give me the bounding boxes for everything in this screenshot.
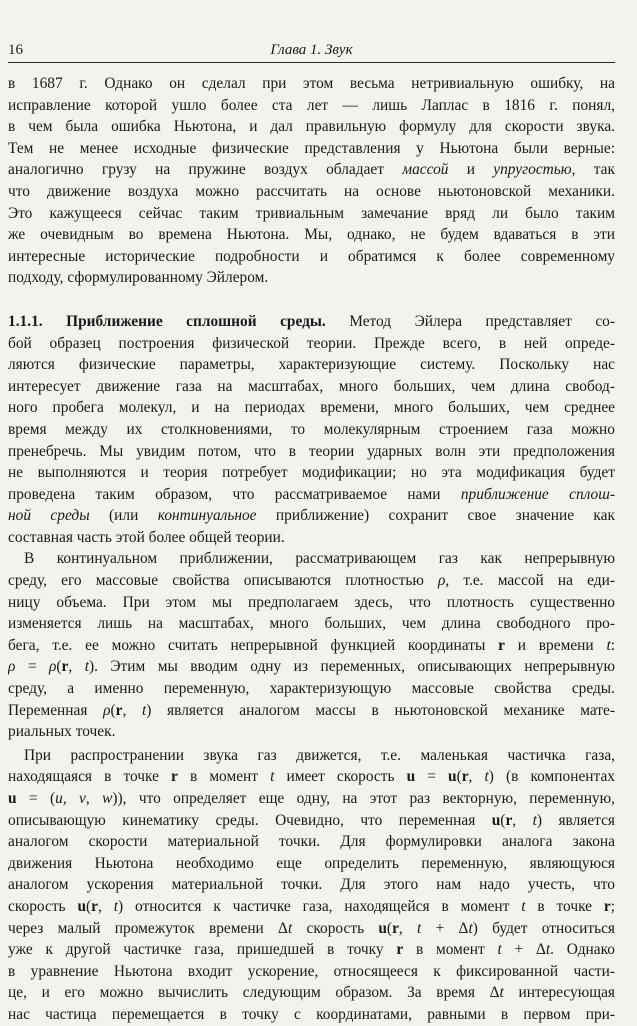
text-run: нас частица перемещается в точку с координатами, равными в первом при- xyxy=(8,1005,615,1023)
text-run: в уравнение Ньютона входит ускорение, относящееся к фиксированной части- xyxy=(8,962,615,980)
bold-text: r xyxy=(603,897,611,915)
text-run: , xyxy=(398,919,418,937)
text-run: же очевидным во времена Ньютона. Мы, однако, не будем вдаваться в эти xyxy=(8,226,615,244)
text-run: пренебречь. Мы увидим потом, что в теории ударных волн эти предположения xyxy=(8,442,615,460)
text-run: в чем была ошибка Ньютона, и дал правильную формулу для скорости звука. xyxy=(8,118,615,136)
text-line xyxy=(8,1004,615,1026)
bold-text: u xyxy=(8,790,17,807)
section-spacer xyxy=(8,289,615,311)
text-run: интересует движение газа на масштабах, много больших, чем длина свобод- xyxy=(8,377,615,395)
italic-text: ρ xyxy=(438,572,446,590)
text-line xyxy=(8,982,615,1004)
italic-text: t xyxy=(499,984,504,1002)
text-line xyxy=(8,376,615,398)
text-run: уже к другой частичке газа, пришедшей в точку xyxy=(8,941,397,959)
text-line xyxy=(8,592,615,614)
text-run: находящаяся в точке xyxy=(8,768,172,786)
italic-text: t xyxy=(417,919,422,937)
text-line xyxy=(8,138,615,160)
text-line xyxy=(8,613,615,635)
bold-text: u xyxy=(406,768,416,786)
text-run: среду, а именно переменную, характеризующую массовые свойства среды. xyxy=(8,680,615,698)
bold-text: r xyxy=(61,658,69,676)
text-run: в точке xyxy=(525,897,604,915)
text-line xyxy=(8,939,615,961)
bold-text: u xyxy=(77,897,87,915)
text-run: Переменная xyxy=(8,701,104,719)
text-run: Это кажущееся сейчас таким тривиальным замечание вряд ли было таким xyxy=(8,204,615,222)
text-run: ного пробега молекул, и на периодах времени, много больших, чем среднее xyxy=(8,399,615,417)
text-run: ( xyxy=(56,658,62,676)
text-run: , xyxy=(98,897,114,915)
text-line xyxy=(8,570,615,592)
text-run: ). Этим мы вводим одну из переменных, описывающих непрерывную xyxy=(88,658,615,676)
bold-text: r xyxy=(392,919,399,937)
italic-text: t xyxy=(606,636,611,654)
text-line xyxy=(8,961,615,983)
text-run: , т.е. массой на еди- xyxy=(445,572,615,590)
text-run: ( xyxy=(386,919,393,937)
text-line xyxy=(8,116,615,138)
text-line xyxy=(8,484,615,506)
bold-text: r xyxy=(396,941,404,959)
text-run: бой образец построения физической теории. Прежде всего, в ней опреде- xyxy=(8,334,615,352)
text-line xyxy=(8,203,615,225)
text-line xyxy=(8,505,615,527)
italic-text: t xyxy=(545,941,551,959)
text-run: ляются физические параметры, характеризующие систему. Поскольку нас xyxy=(8,356,615,374)
text-run: , xyxy=(68,658,85,676)
italic-text: ρ xyxy=(8,658,16,676)
text-run: в 1687 г. Однако он сделал при этом весьма нетривиальную ошибку, на xyxy=(8,75,615,92)
text-run: = xyxy=(15,658,49,676)
text-line xyxy=(8,656,615,678)
italic-text: ρ xyxy=(49,658,57,676)
italic-text: упругостью xyxy=(493,161,572,179)
text-line xyxy=(8,462,615,484)
italic-text: ρ xyxy=(103,701,111,719)
text-run: Тем не менее исходные физические представления у Ньютона были верные: xyxy=(8,139,615,157)
text-line xyxy=(8,721,615,743)
text-run: среду, его массовые свойства описываются плотностью xyxy=(8,572,439,590)
text-run: бега, т.е. ее можно считать непрерывной функцией координаты xyxy=(8,636,499,654)
page-body xyxy=(8,73,615,1026)
italic-text: приближение сплош- xyxy=(460,485,615,503)
text-run: что движение воздуха можно рассчитать на основе ньютоновской механики. xyxy=(8,182,615,200)
text-line xyxy=(8,896,615,918)
text-run: через малый промежуток времени Δ xyxy=(8,919,288,937)
text-run: )), что определяет еще одну, на этот раз векторную, переменную, xyxy=(112,790,615,807)
text-run: це, и его можно вычислить следующим образом. За время Δ xyxy=(8,984,500,1002)
text-run: ) является аналогом массы в ньютоновской механике мате- xyxy=(146,701,615,719)
text-run: = xyxy=(415,768,448,786)
text-run: аналогично грузу на пружине воздух обладает xyxy=(8,161,403,179)
text-line xyxy=(8,918,615,940)
text-line xyxy=(8,548,615,570)
bold-text: r xyxy=(115,701,123,719)
italic-text: t xyxy=(484,768,489,786)
text-run: скорость xyxy=(292,919,379,937)
text-run: (или xyxy=(89,507,158,525)
text-run: + Δ xyxy=(501,941,546,959)
text-run: изменяется лишь на масштабах, много больших, чем длина свободного про- xyxy=(8,615,615,633)
text-line xyxy=(8,874,615,896)
text-run: , xyxy=(85,790,103,807)
text-line xyxy=(8,159,615,181)
text-run: ( xyxy=(110,701,116,719)
bold-text: u xyxy=(448,768,457,786)
text-line xyxy=(8,635,615,657)
text-run: имеет скорость xyxy=(274,768,407,786)
text-run: , так xyxy=(571,161,615,179)
italic-text: u xyxy=(55,790,63,807)
text-line xyxy=(8,224,615,246)
italic-text: t xyxy=(141,701,147,719)
text-run: Метод Эйлера представляет со- xyxy=(325,312,615,330)
text-line xyxy=(8,831,615,853)
chapter-title: Глава 1. Звук xyxy=(270,42,353,58)
italic-text: ной среды xyxy=(8,507,90,525)
italic-text: t xyxy=(84,658,89,676)
text-line xyxy=(8,678,615,700)
text-run: ( xyxy=(456,768,462,786)
text-run: аналогом ускорения материальной точки. Для этого нам надо учесть, что xyxy=(8,876,615,894)
text-run: в момент xyxy=(177,768,271,786)
text-run: ; xyxy=(610,897,615,915)
bold-text: r xyxy=(505,811,513,829)
text-run: + Δ xyxy=(421,919,469,937)
text-line xyxy=(8,700,615,722)
text-line xyxy=(8,333,615,355)
text-run: В континуальном приближении, рассматривающем газ как непрерывную xyxy=(24,550,615,568)
text-run: описывающую кинематику среды. Очевидно, что переменная xyxy=(8,811,492,829)
italic-text: v xyxy=(79,790,86,807)
italic-text: w xyxy=(102,790,113,807)
text-line xyxy=(8,181,615,203)
text-run: подходу, сформулированному Эйлером. xyxy=(8,269,269,287)
text-line xyxy=(8,853,615,875)
text-run: , xyxy=(468,768,485,786)
text-line xyxy=(8,311,615,333)
text-run: движения Ньютона необходимо еще определить переменную, являющуюся xyxy=(8,854,615,872)
text-run: риальных точек. xyxy=(8,723,116,741)
bold-text: r xyxy=(498,636,505,654)
text-line xyxy=(8,419,615,441)
text-run: ) относится к частичке газа, находящейся в момент xyxy=(118,897,522,915)
text-run: приближение) сохранит свое значение как xyxy=(256,507,615,525)
text-line xyxy=(8,527,615,549)
text-run: проведена таким образом, что рассматриваемое нами xyxy=(8,485,461,503)
text-run: , xyxy=(122,701,142,719)
bold-text: r xyxy=(91,897,99,915)
text-run: в момент xyxy=(403,941,498,959)
text-line xyxy=(8,788,615,810)
italic-text: континуальное xyxy=(157,507,257,525)
text-line xyxy=(8,73,615,95)
text-run: ) (в компонентах xyxy=(488,768,615,786)
italic-text: t xyxy=(521,897,526,915)
text-run: ( xyxy=(86,897,92,915)
text-run: При распространении звука газ движется, т.е. маленькая частичка газа, xyxy=(24,746,615,764)
text-run: = ( xyxy=(16,790,56,807)
text-line xyxy=(8,354,615,376)
text-run: , xyxy=(512,811,533,829)
italic-text: t xyxy=(270,768,275,786)
text-run: ( xyxy=(500,811,506,829)
italic-text: t xyxy=(532,811,537,829)
text-run: составная часть этой более общей теории. xyxy=(8,528,285,546)
text-run: : xyxy=(610,636,615,654)
text-run: ) является xyxy=(536,811,615,829)
bold-text: u xyxy=(491,811,501,829)
italic-text: t xyxy=(468,919,473,937)
italic-text: t xyxy=(113,897,119,915)
text-run: ницу объема. При этом мы предполагаем здесь, что плотность существенно xyxy=(8,593,615,611)
text-run: и xyxy=(448,161,494,179)
running-header xyxy=(8,40,615,63)
italic-text: t xyxy=(497,941,502,959)
text-run: и времени xyxy=(504,636,607,654)
italic-text: t xyxy=(287,919,293,937)
bold-text: u xyxy=(378,919,387,937)
text-run: . Однако xyxy=(550,941,615,959)
text-line xyxy=(8,246,615,268)
text-run: ) будет относиться xyxy=(472,919,615,937)
text-run: время между их столкновениями, то молекулярным строением газа можно xyxy=(8,420,615,438)
text-run: исправление которой ушло более ста лет — лишь Лаплас в 1816 г. понял, xyxy=(8,96,615,114)
text-run: скорость xyxy=(8,897,78,915)
text-line xyxy=(8,766,615,788)
text-line xyxy=(8,95,615,117)
text-line xyxy=(8,267,615,289)
text-line xyxy=(8,810,615,832)
text-run: аналогом скорости материальной точки. Для формулировки аналога закона xyxy=(8,833,615,851)
bold-text: r xyxy=(461,768,469,786)
text-run: , xyxy=(62,790,80,807)
italic-text: массой xyxy=(402,161,449,179)
text-line xyxy=(8,397,615,419)
text-run: интересные исторические подробности и обратимся к более современному xyxy=(8,247,615,265)
page-number: 16 xyxy=(8,42,23,58)
text-line xyxy=(8,745,615,767)
text-run: интересующая xyxy=(503,984,615,1002)
bold-text: 1.1.1. Приближение сплошной среды. xyxy=(8,312,326,330)
bold-text: r xyxy=(171,768,178,786)
text-line xyxy=(8,441,615,463)
text-run: не выполняются и теория потребует модификации; но эта модификация будет xyxy=(8,464,615,482)
